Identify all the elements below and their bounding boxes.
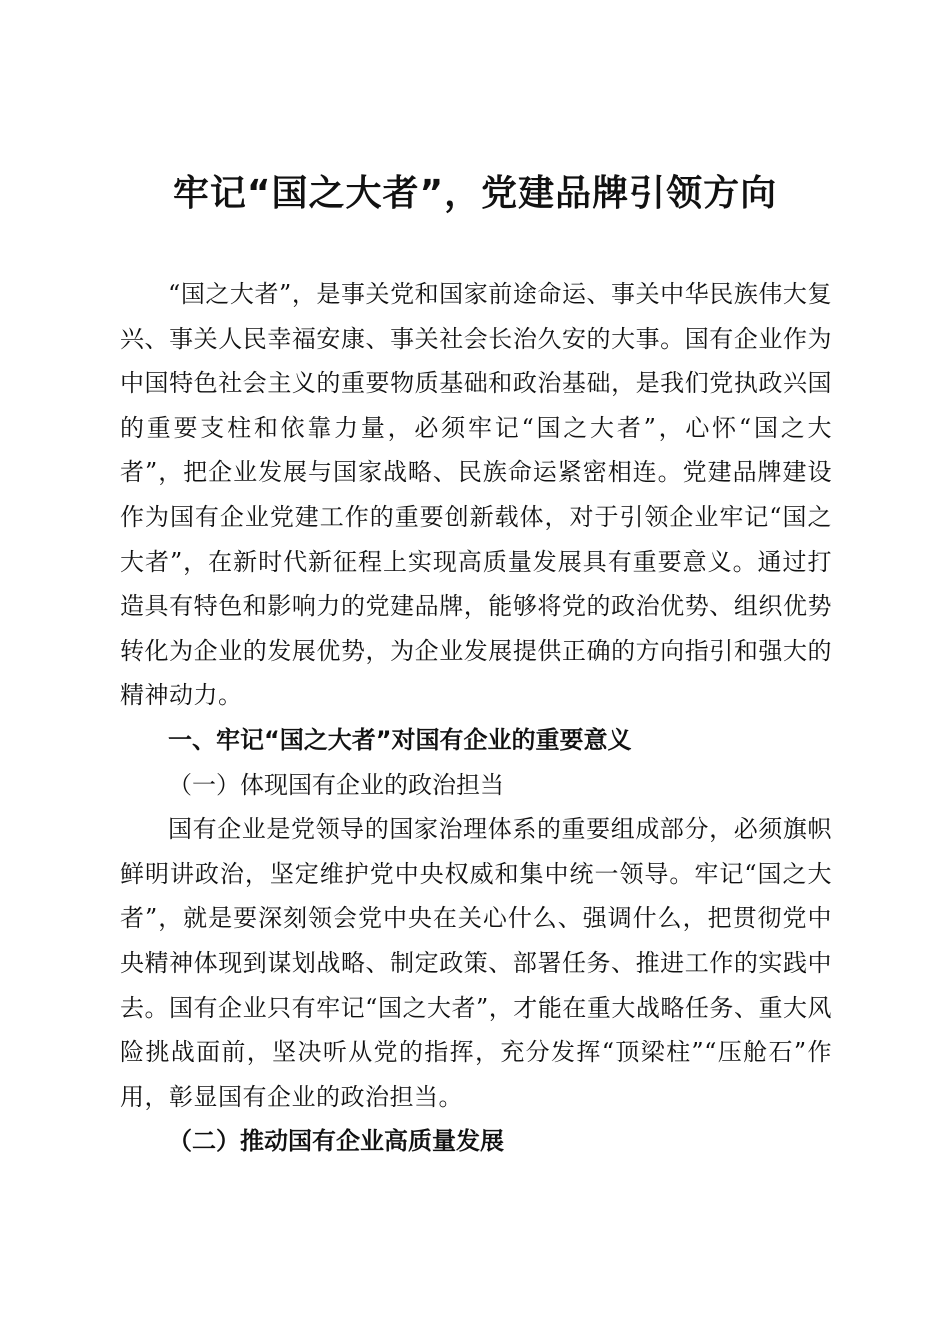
subsection-1-heading-text: （一）体现国有企业的政治担当 xyxy=(168,770,504,799)
subsection-2-heading: （二）推动国有企业高质量发展 xyxy=(168,1126,504,1156)
document-body xyxy=(120,272,832,1164)
section-1-heading: 一、牢记“国之大者”对国有企业的重要意义 xyxy=(168,725,632,754)
subsection-1-paragraph: 国有企业是党领导的国家治理体系的重要组成部分，必须旗帜鲜明讲政治，坚定维护党中央权威和集中统一领导。牢记“国之大者”，就是要深刻领会党中央在关心什么、强调什么，把贯彻党中央精神体现到谋划战略、制定政策、部署任务、推进工作的实践中去。国有企业只有牢记“国之大者”，才能在重大战略任务、重大风险挑战面前，坚决听从党的指挥，充分发挥“顶梁柱”“压舱石”作用，彰显国有企业的政治担当。 xyxy=(120,815,832,1111)
intro-paragraph: “国之大者”，是事关党和国家前途命运、事关中华民族伟大复兴、事关人民幸福安康、事关社会长治久安的大事。国有企业作为中国特色社会主义的重要物质基础和政治基础，是我们党执政兴国的重要支柱和依靠力量，必须牢记“国之大者”，心怀“国之大者”，把企业发展与国家战略、民族命运紧密相连。党建品牌建设作为国有企业党建工作的重要创新载体，对于引领企业牢记“国之大者”，在新时代新征程上实现高质量发展具有重要意义。通过打造具有特色和影响力的党建品牌，能够将党的政治优势、组织优势转化为企业的发展优势，为企业发展提供正确的方向指引和强大的精神动力。 xyxy=(120,280,832,710)
document-title: 牢记“国之大者”，党建品牌引领方向 xyxy=(172,173,778,214)
subsection-1-heading xyxy=(120,763,832,808)
